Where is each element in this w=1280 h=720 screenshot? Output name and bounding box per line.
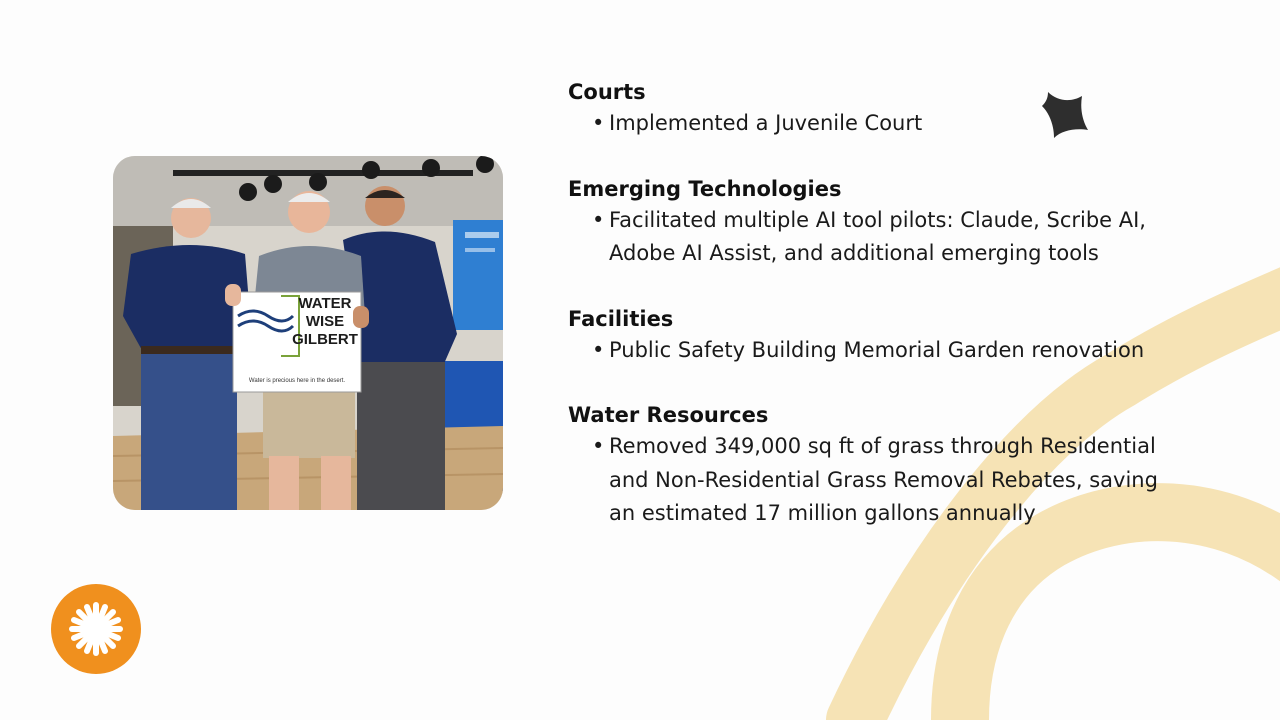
section-emerging-technologies (568, 174, 1208, 271)
bullet-item: • Removed 349,000 sq ft of grass through Residential and Non-Residential Grass Removal Rebates, saving an estimated 17 million gallons annually (568, 430, 1169, 531)
bullet-list (568, 430, 1208, 531)
bullet-list (568, 334, 1208, 368)
section-water-resources (568, 400, 1208, 531)
sign-line-2: WISE (305, 313, 345, 330)
award-photo (113, 156, 503, 510)
gilbert-logo-icon (50, 583, 142, 675)
section-courts (568, 77, 1208, 141)
bullet-dot-icon: • (592, 111, 605, 135)
sign-tagline: Water is precious here in the desert. (248, 378, 346, 384)
sign-line-1: WATER (298, 295, 352, 312)
bullet-list (568, 204, 1208, 271)
sign-line-3: GILBERT (292, 331, 358, 348)
section-title: Emerging Technologies (568, 176, 842, 201)
bullet-item: • Implemented a Juvenile Court (568, 107, 1169, 141)
section-title: Facilities (568, 306, 674, 331)
bullet-dot-icon: • (592, 337, 605, 362)
section-facilities (568, 304, 1208, 368)
section-title: Courts (568, 80, 646, 104)
bullet-list (568, 107, 1208, 141)
bullet-dot-icon: • (592, 434, 605, 458)
bullet-item: • Public Safety Building Memorial Garden renovation (568, 334, 1169, 368)
section-title: Water Resources (568, 403, 769, 427)
bullet-dot-icon: • (592, 207, 605, 232)
accomplishments-list (568, 77, 1208, 564)
bullet-item: • Facilitated multiple AI tool pilots: Claude, Scribe AI, Adobe AI Assist, and additional emerging tools (568, 204, 1169, 271)
